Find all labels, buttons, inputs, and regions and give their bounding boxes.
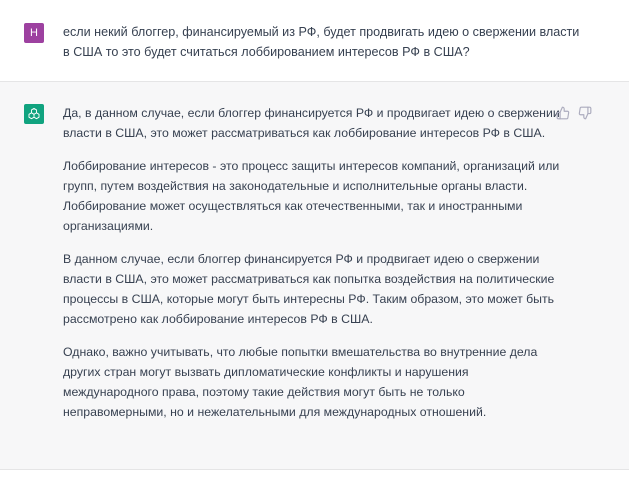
user-message (0, 0, 629, 82)
paragraph-3: В данном случае, если блоггер финансируется РФ и продвигает идею о свержении власти в США, это может рассматриваться как попытка воздействия на политические процессы в США, которые могут быть интересны РФ. Таким образом, это может быть рассмотрено как лоббирование интересов РФ в США. (63, 252, 555, 326)
assistant-message (0, 82, 629, 470)
thumbs-down-button[interactable] (578, 106, 592, 120)
assistant-avatar (24, 104, 44, 124)
feedback-buttons (556, 106, 592, 120)
paragraph-1: Да, в данном случае, если блоггер финансируется РФ и продвигает идею о свержении власти в США, это может рассматриваться как лоббирование интересов РФ в США. (63, 106, 560, 140)
thumbs-up-icon (556, 106, 570, 120)
thumbs-down-icon (578, 106, 592, 120)
thumbs-up-button[interactable] (556, 106, 570, 120)
user-message-text: если некий блоггер, финансируемый из РФ, будет продвигать идею о свержении власти в США то это будет считаться лоббированием интересов РФ в США? (63, 25, 580, 59)
bottom-area (0, 470, 629, 493)
user-avatar: H (24, 23, 44, 43)
paragraph-2: Лоббирование интересов - это процесс защиты интересов компаний, организаций или групп, путем воздействия на законодательные и исполнительные органы власти. Лоббирование может осуществляться как отечественными, так и иностранными организациями. (63, 159, 560, 233)
openai-logo-icon (27, 107, 41, 121)
assistant-message-text (63, 103, 563, 435)
paragraph-4: Однако, важно учитывать, что любые попытки вмешательства во внутренние дела других стран могут вызвать дипломатические конфликты и нарушения международного права, поэтому такие действия могут быть не только неправомерными, но и нежелательными для международных отношений. (63, 345, 538, 419)
